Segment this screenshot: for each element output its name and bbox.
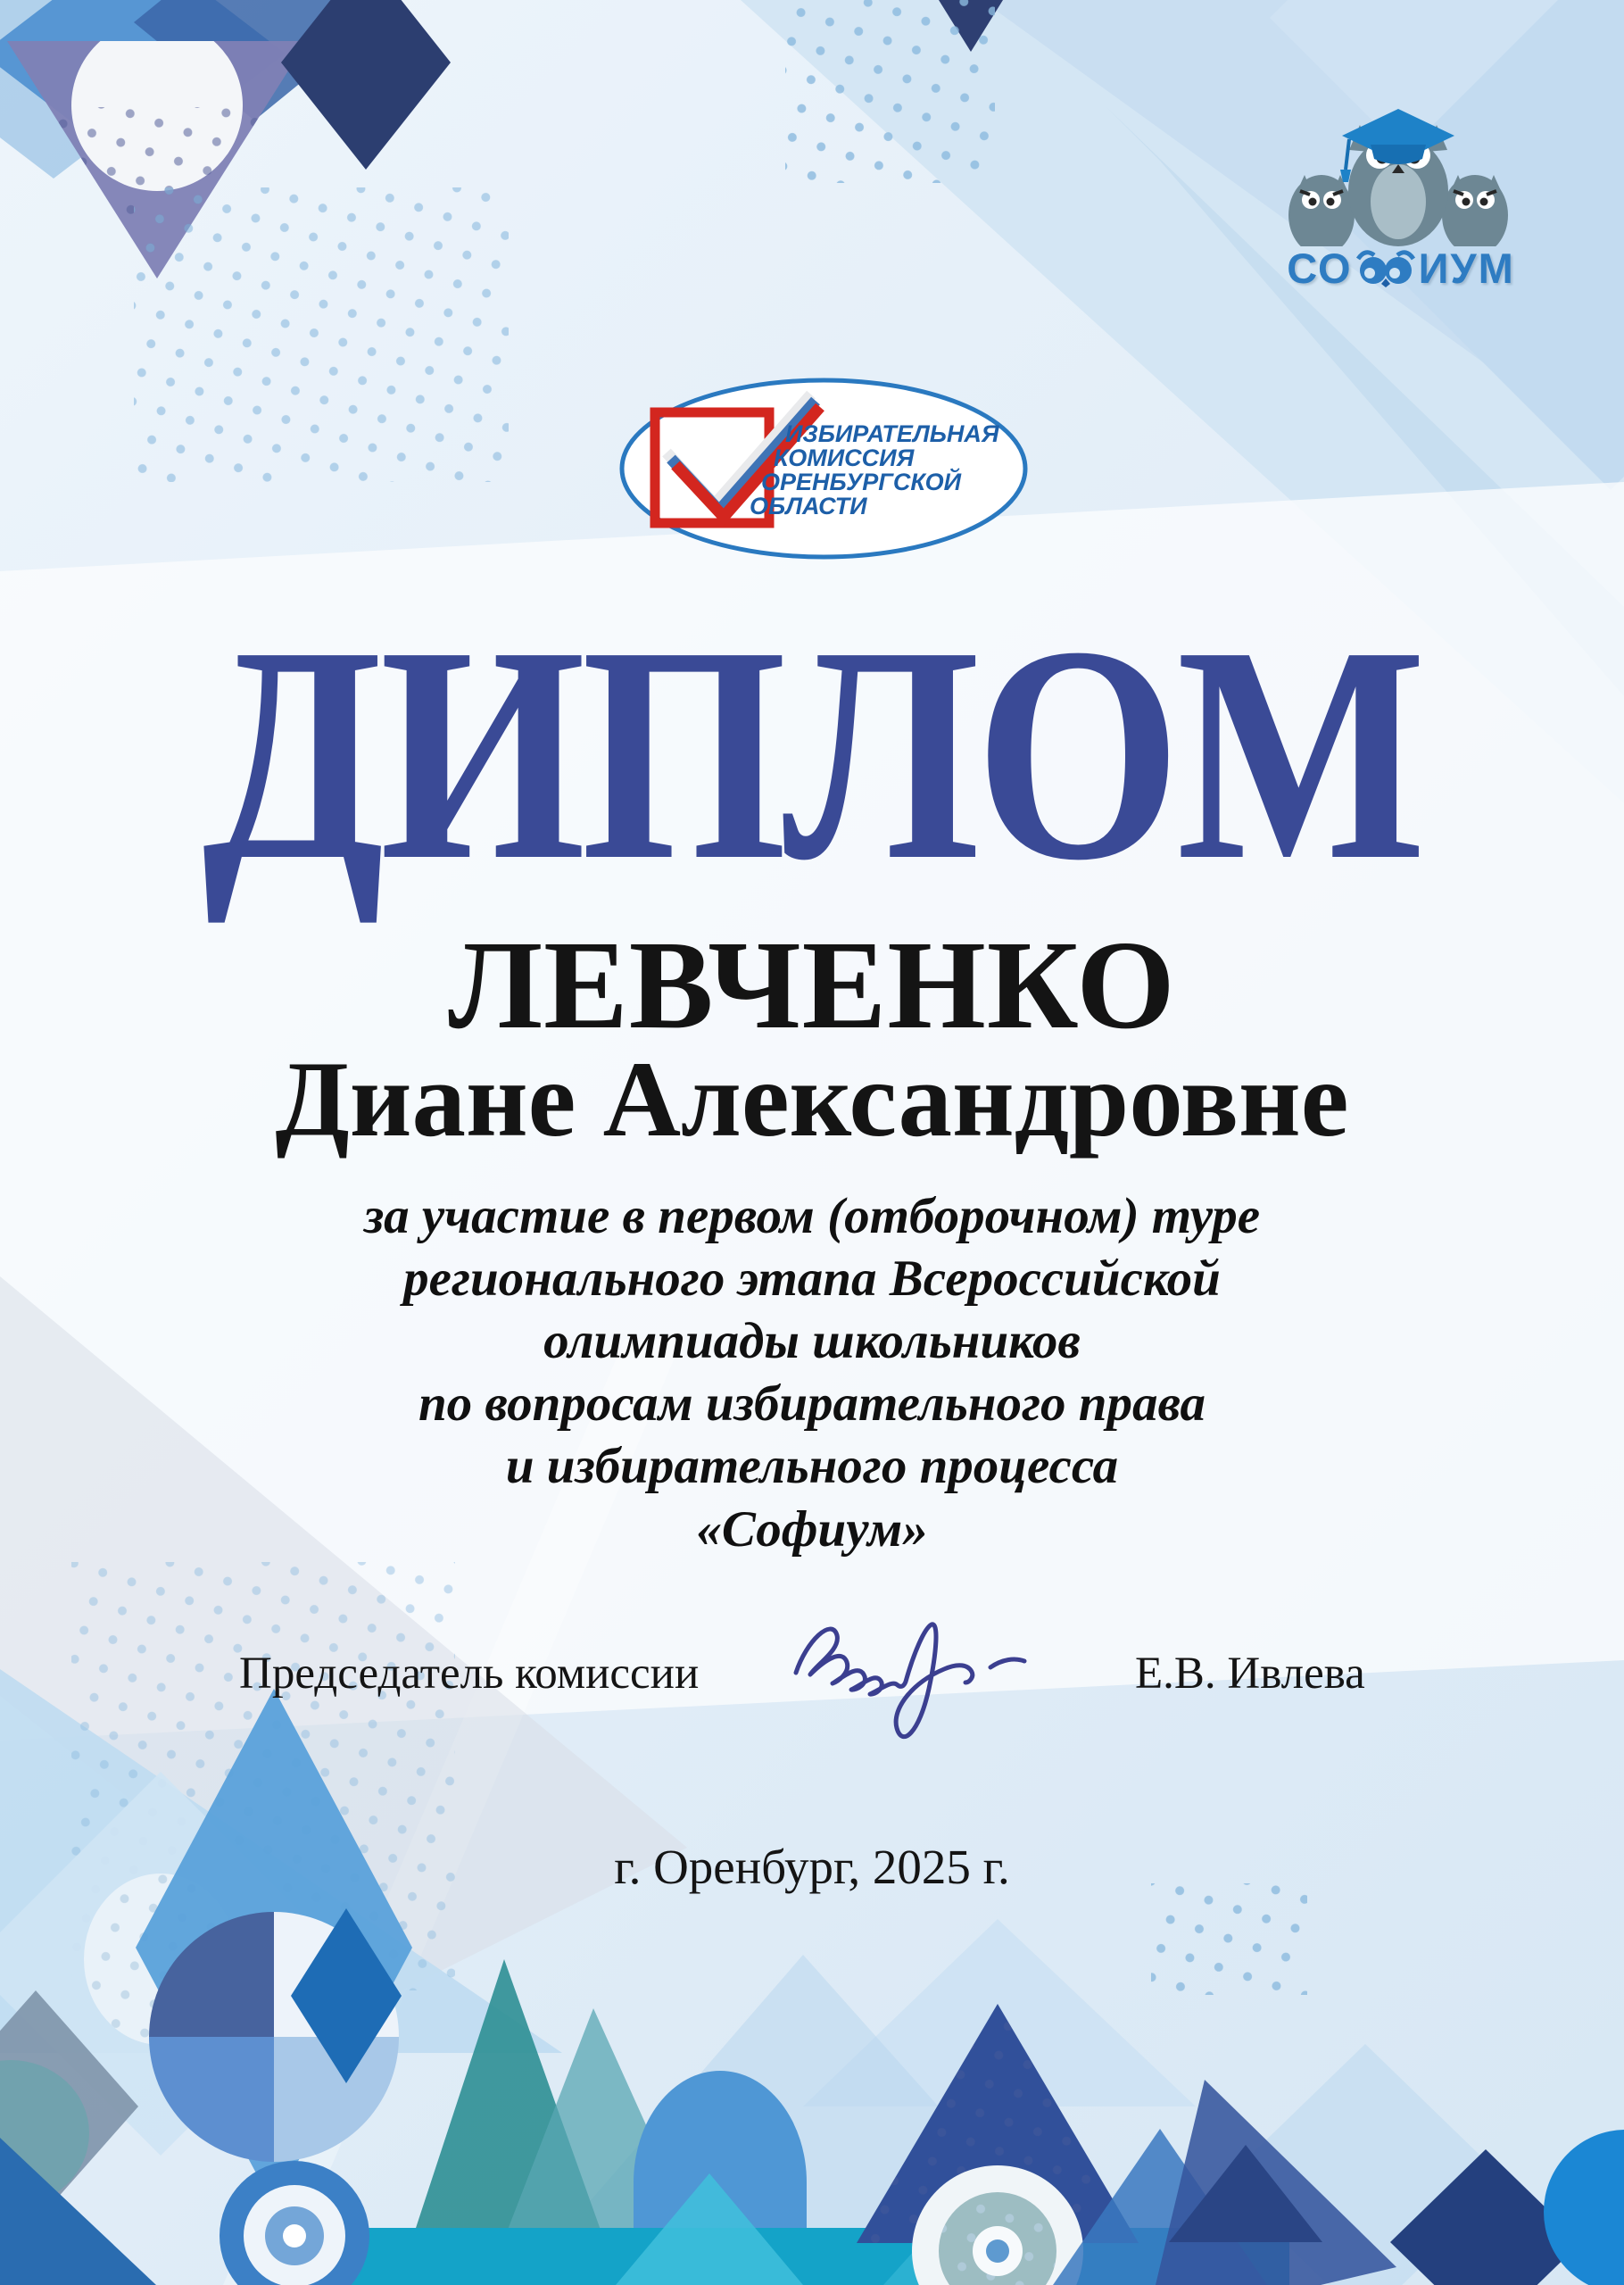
place-date: г. Оренбург, 2025 г. xyxy=(614,1840,1010,1894)
sofium-text-suffix: ИУМ xyxy=(1418,244,1515,292)
award-line: за участие в первом (отборочном) туре xyxy=(363,1188,1261,1244)
emblem-text-line2: КОМИССИЯ xyxy=(774,445,915,471)
owl-left xyxy=(1288,175,1355,246)
recipient-surname: ЛЕВЧЕНКО xyxy=(448,914,1176,1055)
sofium-logo-text xyxy=(1260,243,1542,293)
top-left-pattern xyxy=(0,0,509,482)
owl-center xyxy=(1340,109,1454,246)
award-line: регионального этапа Всероссийской xyxy=(403,1251,1221,1308)
award-line: по вопросам избирательного права xyxy=(418,1375,1206,1433)
award-line: олимпиады школьников xyxy=(543,1313,1081,1370)
sofium-text-prefix: СО xyxy=(1287,244,1353,292)
owls-illustration xyxy=(1260,95,1537,246)
emblem-text-line1: ИЗБИРАТЕЛЬНАЯ xyxy=(785,420,999,447)
emblem-graphic xyxy=(616,377,1033,566)
award-line: «Софиум» xyxy=(696,1500,928,1558)
emblem-text-line4: ОБЛАСТИ xyxy=(750,493,867,519)
emblem-text-line3: ОРЕНБУРГСКОЙ xyxy=(761,469,961,495)
election-commission-emblem xyxy=(616,377,1033,566)
signatory-role: Председатель комиссии xyxy=(239,1649,700,1699)
sofium-owl-eyes-icon xyxy=(1356,248,1415,287)
diploma-title: ДИПЛОМ xyxy=(202,583,1422,924)
sofium-owl-logo xyxy=(1260,95,1542,296)
recipient-given-name: Диане Александровне xyxy=(275,1040,1349,1159)
signature-handwriting xyxy=(783,1600,1083,1760)
award-description xyxy=(0,1185,1624,1561)
award-line: и избирательного процесса xyxy=(505,1438,1119,1495)
signatory-name: Е.В. Ивлева xyxy=(1135,1649,1365,1699)
bottom-pattern xyxy=(0,1689,1624,2285)
owl-right xyxy=(1442,175,1508,246)
